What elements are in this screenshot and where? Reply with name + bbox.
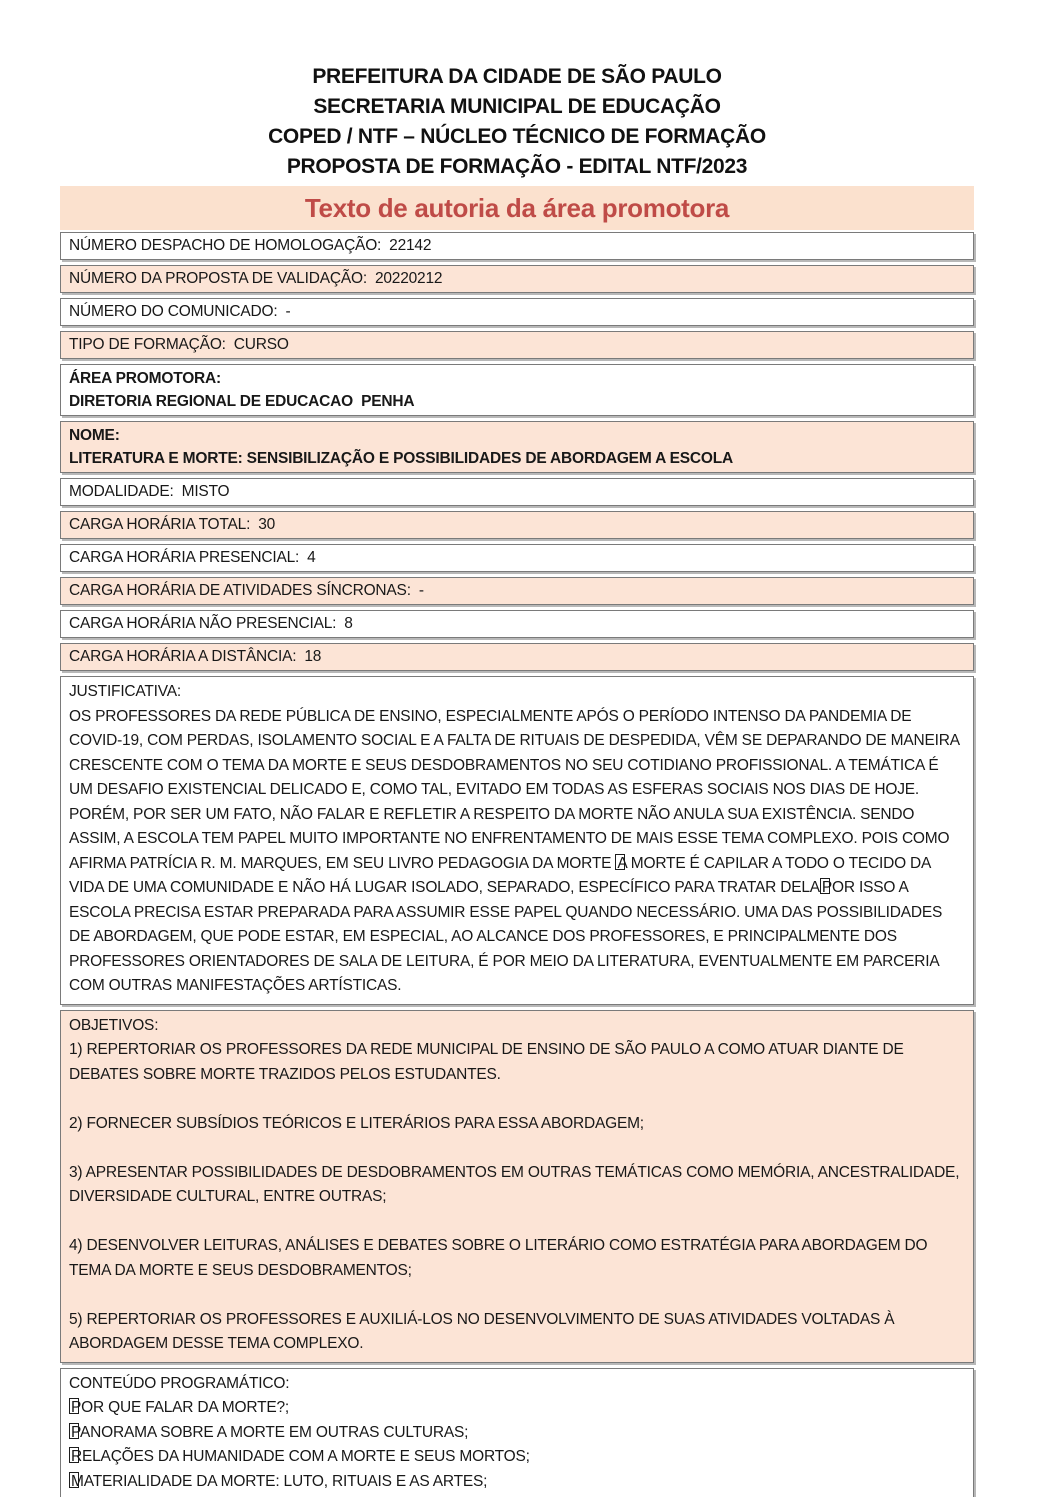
objetivo-item: 4) DESENVOLVER LEITURAS, ANÁLISES E DEBATES SOBRE O LITERÁRIO COMO ESTRATÉGIA PARA ABORDAGEM DO TEMA DA MORTE E SEUS DESDOBRAMENTOS; [69,1237,928,1279]
field-carga-horaria-distancia [60,643,974,671]
conteudo-item [69,1470,965,1495]
conteudo-item [69,1421,965,1446]
field-numero-proposta-validacao [60,265,974,293]
field-label: MODALIDADE: [69,483,174,500]
field-carga-horaria-total [60,511,974,539]
field-label: NÚMERO DESPACHO DE HOMOLOGAÇÃO: [69,237,382,254]
field-nome [60,421,974,473]
field-numero-despacho [60,232,974,260]
field-value: - [418,582,424,599]
field-label: NÚMERO DO COMUNICADO: [69,303,278,320]
field-value: 22142 [389,237,432,254]
document-header [60,62,974,182]
section-objetivos [60,1010,974,1363]
field-label: NÚMERO DA PROPOSTA DE VALIDAÇÃO: [69,270,367,287]
banner-texto-autoria [60,186,974,230]
field-value: 8 [344,615,353,632]
section-justificativa [60,676,974,1005]
conteudo-label: CONTEÚDO PROGRAMÁTICO: [69,1374,290,1392]
field-value: 30 [258,516,276,533]
field-modalidade [60,478,974,506]
objetivos-label: OBJETIVOS: [69,1016,159,1034]
banner-title: Texto de autoria da área promotora [304,192,730,223]
field-label: CARGA HORÁRIA A DISTÂNCIA: [69,648,297,665]
field-carga-horaria-presencial [60,544,974,572]
objetivo-item: 3) APRESENTAR POSSIBILIDADES DE DESDOBRAMENTOS EM OUTRAS TEMÁTICAS COMO MEMÓRIA, ANCESTRALIDADE, DIVERSIDADE CULTURAL, ENTRE OUTRAS; [69,1163,960,1205]
header-line-proposta-edital: PROPOSTA DE FORMAÇÃO - EDITAL NTF/2023 [286,155,748,178]
field-carga-horaria-nao-presencial [60,610,974,638]
field-value: LITERATURA E MORTE: SENSIBILIZAÇÃO E POSSIBILIDADES DE ABORDAGEM A ESCOLA [69,450,733,467]
field-tipo-formacao [60,331,974,359]
field-carga-horaria-sincronas [60,577,974,605]
document-body [60,62,974,1497]
header-line-coped-ntf: COPED / NTF – NÚCLEO TÉCNICO DE FORMAÇÃO [268,125,766,148]
header-line-prefeitura: PREFEITURA DA CIDADE DE SÃO PAULO [312,65,722,88]
field-value: CURSO [233,336,289,353]
field-label: ÁREA PROMOTORA: [69,370,222,387]
section-conteudo-programatico [60,1368,974,1497]
field-value: 4 [307,549,316,566]
field-value: DIRETORIA REGIONAL DE EDUCACAO PENHA [69,393,415,410]
field-value: - [285,303,291,320]
justificativa-label: JUSTIFICATIVA: [69,683,182,700]
field-value: MISTO [181,483,230,500]
field-label: NOME: [69,427,120,444]
field-label: CARGA HORÁRIA DE ATIVIDADES SÍNCRONAS: [69,582,411,599]
field-label: CARGA HORÁRIA NÃO PRESENCIAL: [69,615,337,632]
justificativa-part3: POR ISSO A ESCOLA PRECISA ESTAR PREPARADA PARA ASSUMIR ESSE PAPEL QUANDO NECESSÁRIO. UMA DAS POSSIBILIDADES DE ABORDAGEM, QUE PODE ESTAR, EM ESPECIAL, AO ALCANCE DOS PROFESSORES, E PRINCIPALMENTE DOS PROFESSORES ORIENTADORES DE SALA DE LEITURA, É POR MEIO DA LITERATURA, EVENTUALMENTE EM PARCERIA COM OUTRAS MANIFESTAÇÕES ARTÍSTICAS. [69,879,943,994]
field-label: TIPO DE FORMAÇÃO: [69,336,226,353]
field-value: 20220212 [374,270,443,287]
field-numero-comunicado [60,298,974,326]
justificativa-part1: OS PROFESSORES DA REDE PÚBLICA DE ENSINO, ESPECIALMENTE APÓS O PERÍODO INTENSO DA PANDEMIA DE COVID-19, COM PERDAS, ISOLAMENTO SOCIAL E A FALTA DE RITUAIS DE DESPEDIDA, VÊM SE DEPARANDO DE MANEIRA CRESCENTE COM O TEMA DA MORTE E SEUS DESDOBRAMENTOS NO SEU COTIDIANO PROFISSIONAL. A TEMÁTICA É UM DESAFIO EXISTENCIAL DELICADO E, COMO TAL, EVITADO EM TODAS AS ESFERAS SOCIAIS NOS DIAS DE HOJE. PORÉM, POR SER UM FATO, NÃO FALAR E REFLETIR A RESPEITO DA MORTE NÃO ANULA SUA EXISTÊNCIA. SENDO ASSIM, A ESCOLA TEM PAPEL MUITO IMPORTANTE NO ENFRENTAMENTO DE MAIS ESSE TEMA COMPLEXO. POIS COMO AFIRMA PATRÍCIA R. M. MARQUES, EM SEU LIVRO PEDAGOGIA DA MORTE [69,707,960,872]
objetivo-item: 5) REPERTORIAR OS PROFESSORES E AUXILIÁ-LOS NO DESENVOLVIMENTO DE SUAS ATIVIDADES VOLTADAS À ABORDAGEM DESSE TEMA COMPLEXO. [69,1310,895,1352]
conteudo-item-text: POR QUE FALAR DA MORTE?; [71,1399,289,1416]
objetivo-item: 1) REPERTORIAR OS PROFESSORES DA REDE MUNICIPAL DE ENSINO DE SÃO PAULO A COMO ATUAR DIANTE DE DEBATES SOBRE MORTE TRAZIDOS PELOS ESTUDANTES. [69,1041,904,1083]
objetivo-item: 2) FORNECER SUBSÍDIOS TEÓRICOS E LITERÁRIOS PARA ESSA ABORDAGEM; [69,1114,644,1132]
conteudo-item-text: MATERIALIDADE DA MORTE: LUTO, RITUAIS E AS ARTES; [71,1472,488,1490]
field-area-promotora [60,364,974,416]
conteudo-item [69,1396,965,1421]
field-label: CARGA HORÁRIA TOTAL: [69,516,251,533]
justificativa-part2: A MORTE É CAPILAR A TODO O TECIDO DA VIDA DE UMA COMUNIDADE E NÃO HÁ LUGAR ISOLADO, SEPARADO, ESPECÍFICO PARA TRATAR DELA [69,854,931,896]
conteudo-item-text: RELAÇÕES DA HUMANIDADE COM A MORTE E SEUS MORTOS; [71,1448,530,1465]
field-value: 18 [304,648,322,665]
justificativa-text [69,705,965,999]
conteudo-item-text: PANORAMA SOBRE A MORTE EM OUTRAS CULTURAS; [71,1423,469,1441]
conteudo-item [69,1445,965,1470]
header-line-secretaria: SECRETARIA MUNICIPAL DE EDUCAÇÃO [313,95,721,118]
field-label: CARGA HORÁRIA PRESENCIAL: [69,549,300,566]
